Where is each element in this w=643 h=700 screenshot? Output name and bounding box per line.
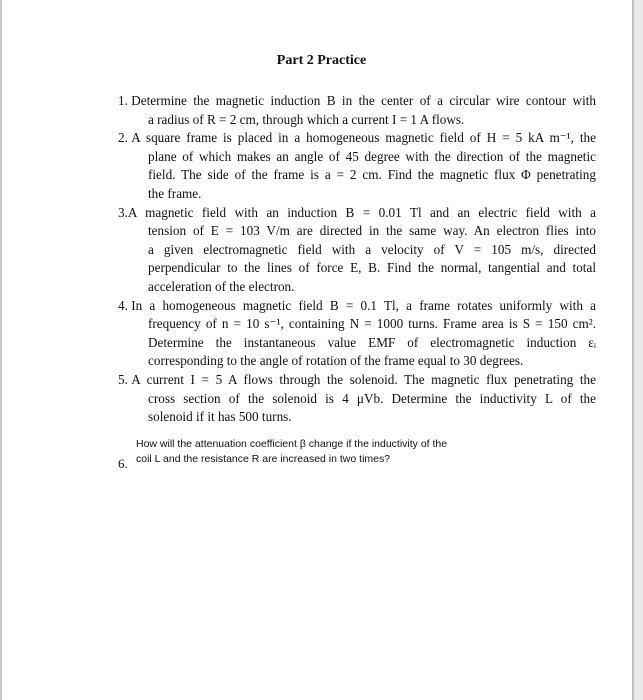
problem-2 <box>118 129 596 203</box>
problem-5-line-2: cross section of the solenoid is 4 μVb. Determine the inductivity L of the <box>148 390 596 406</box>
problem-2-line-3: field. The side of the frame is a = 2 cm. Find the magnetic flux Φ penetrating <box>148 167 596 183</box>
problem-2-line-2: plane of which makes an angle of 45 degree with the direction of the magnetic <box>148 148 596 164</box>
problem-5-line-1: A current I = 5 A flows through the solenoid. The magnetic flux penetrating the <box>131 371 596 387</box>
problem-3-line-3: a given electromagnetic field with a velocity of V = 105 m/s, directed <box>148 241 596 257</box>
problem-5 <box>118 371 596 427</box>
problem-4-first-row <box>118 297 596 316</box>
problem-3-number: 3. <box>118 204 128 220</box>
problem-1-line-2: a radius of R = 2 cm, through which a current I = 1 A flows. <box>148 111 465 127</box>
problem-5-number: 5. <box>118 371 132 387</box>
problem-4-line-2: frequency of n = 10 s⁻¹, containing N = 1000 turns. Frame area is S = 150 cm². <box>148 316 596 332</box>
problem-3 <box>118 204 596 297</box>
problem-3-line-2: tension of E = 103 V/m are directed in the same way. An electron flies into <box>148 223 596 239</box>
problem-1-first-row <box>118 92 596 111</box>
problem-1-line-1: Determine the magnetic induction B in the center of a circular wire contour with <box>131 93 596 108</box>
problem-6-line-2: coil L and the resistance R are increased in two times? <box>136 453 391 465</box>
problem-4-line-3: Determine the instantaneous value EMF of electromagnetic induction εᵢ <box>148 334 596 350</box>
problem-6 <box>118 437 447 471</box>
problem-4-line-4: corresponding to the angle of rotation of the frame equal to 30 degrees. <box>148 353 524 369</box>
problem-3-first-row <box>118 204 596 223</box>
problem-4 <box>118 297 596 371</box>
problem-3-line-5: acceleration of the electron. <box>148 278 295 294</box>
problem-4-line-1: In a homogeneous magnetic field B = 0.1 Tl, a frame rotates uniformly with a <box>131 297 596 313</box>
problem-5-first-row <box>118 371 596 390</box>
problem-2-line-4: the frame. <box>148 185 202 201</box>
problem-1-number: 1. <box>118 93 132 108</box>
problem-3-line-1: A magnetic field with an induction B = 0.01 Tl and an electric field with a <box>127 204 596 220</box>
page-left-edge <box>0 0 2 700</box>
problem-6-number: 6. <box>118 456 128 471</box>
problem-list <box>118 92 596 427</box>
problem-1 <box>118 92 596 129</box>
page-title: Part 2 Practice <box>276 53 367 68</box>
problem-5-line-3: solenoid if it has 500 turns. <box>148 409 292 425</box>
problem-2-number: 2. <box>118 130 132 146</box>
problem-2-first-row <box>118 129 596 148</box>
problem-6-line-1: How will the attenuation coefficient β change if the inductivity of the <box>136 438 448 450</box>
problem-3-line-4: perpendicular to the lines of force E, B. Find the normal, tangential and total <box>148 260 596 276</box>
problem-4-number: 4. <box>118 297 132 313</box>
problem-2-line-1: A square frame is placed in a homogeneous magnetic field of H = 5 kA m⁻¹, the <box>131 130 596 146</box>
page-right-edge <box>632 0 643 700</box>
